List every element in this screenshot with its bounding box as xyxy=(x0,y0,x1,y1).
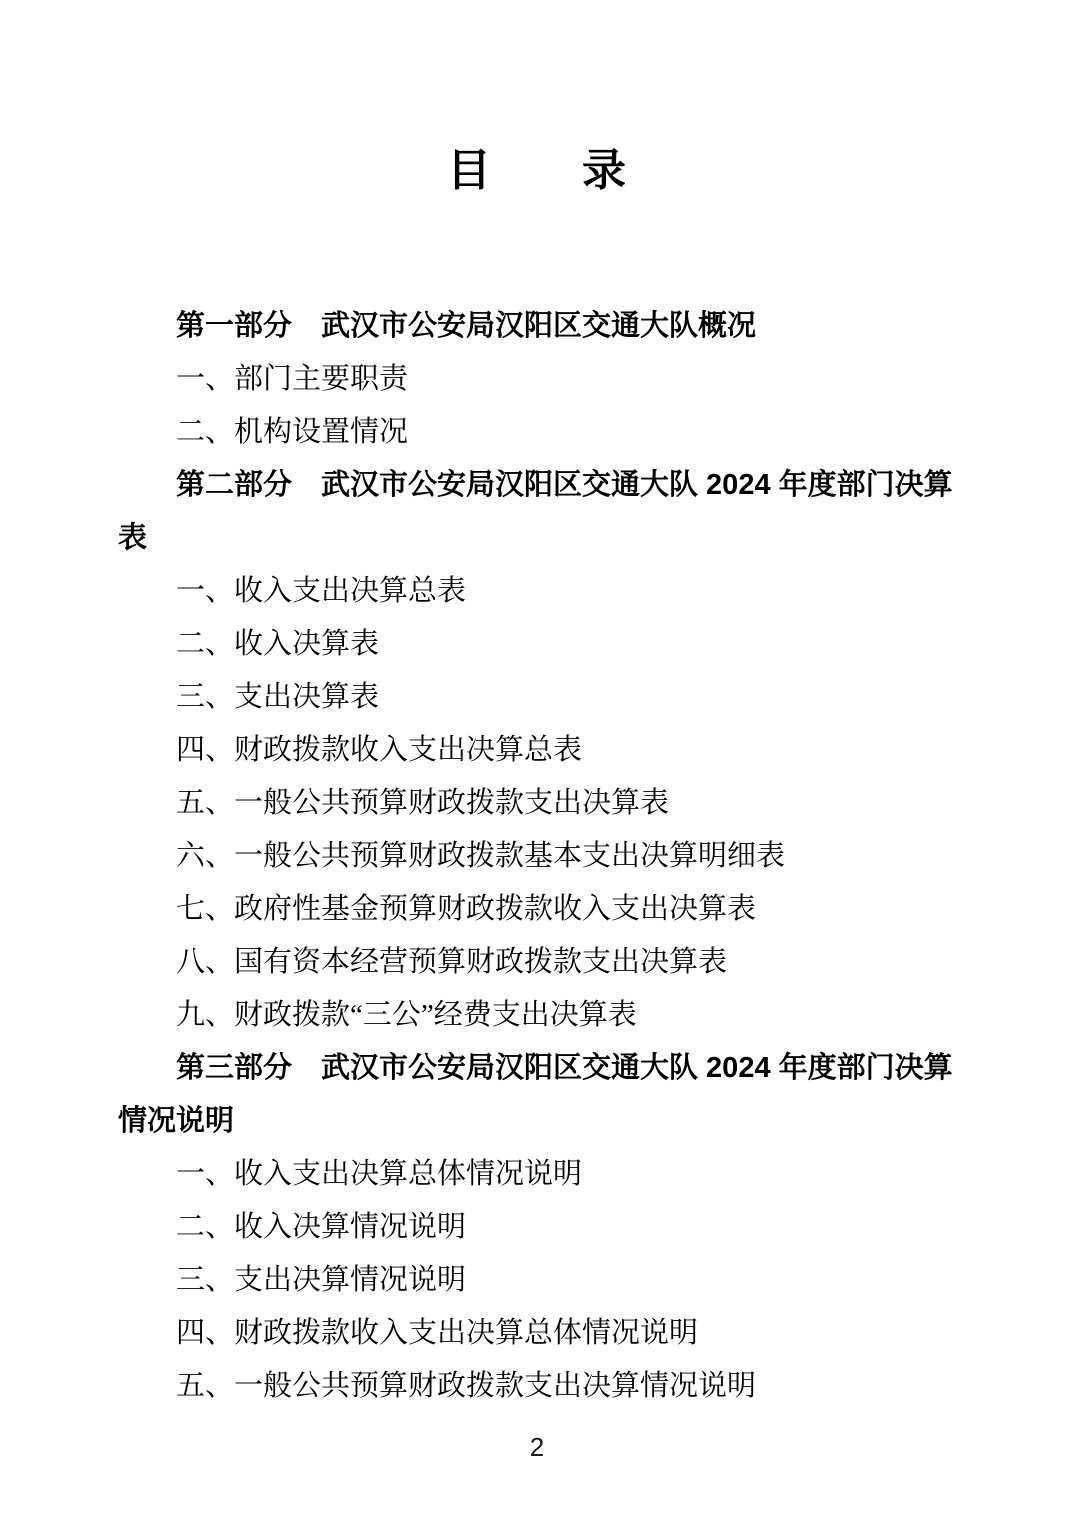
toc-section-2-heading: 第二部分 武汉市公安局汉阳区交通大队 2024 年度部门决算 xyxy=(176,469,953,501)
toc-item: 一、收入支出决算总表 xyxy=(176,575,467,607)
toc-item: 六、一般公共预算财政拨款基本支出决算明细表 xyxy=(176,840,786,872)
page-number: 2 xyxy=(529,1432,545,1462)
toc-section-2-heading-continuation: 表 xyxy=(118,522,148,554)
toc-item: 五、一般公共预算财政拨款支出决算表 xyxy=(176,787,670,819)
toc-item: 八、国有资本经营预算财政拨款支出决算表 xyxy=(176,946,728,978)
toc-item: 一、收入支出决算总体情况说明 xyxy=(176,1158,583,1190)
page-title: 目 录 xyxy=(447,146,627,195)
toc-item: 三、支出决算表 xyxy=(176,681,380,713)
toc-item: 一、部门主要职责 xyxy=(176,363,409,395)
toc-item: 七、政府性基金预算财政拨款收入支出决算表 xyxy=(176,893,757,925)
toc-item: 五、一般公共预算财政拨款支出决算情况说明 xyxy=(176,1370,757,1402)
toc-item: 九、财政拨款“三公”经费支出决算表 xyxy=(176,999,637,1031)
toc-item: 四、财政拨款收入支出决算总表 xyxy=(176,734,583,766)
toc-item: 三、支出决算情况说明 xyxy=(176,1264,467,1296)
toc-item: 二、收入决算表 xyxy=(176,628,380,660)
toc-item: 四、财政拨款收入支出决算总体情况说明 xyxy=(176,1317,699,1349)
table-of-contents xyxy=(118,300,956,1413)
toc-section-3-heading: 第三部分 武汉市公安局汉阳区交通大队 2024 年度部门决算 xyxy=(176,1052,953,1084)
toc-section-3-heading-continuation: 情况说明 xyxy=(118,1105,235,1137)
toc-item: 二、收入决算情况说明 xyxy=(176,1211,467,1243)
toc-item: 二、机构设置情况 xyxy=(176,416,409,448)
toc-section-1-heading: 第一部分 武汉市公安局汉阳区交通大队概况 xyxy=(176,310,757,342)
